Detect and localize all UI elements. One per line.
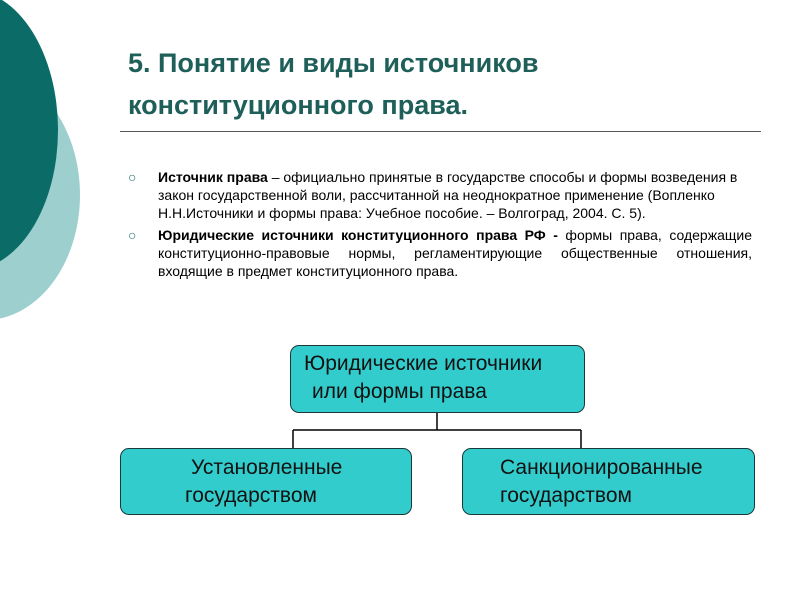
slide-title xyxy=(128,42,768,126)
sanctioned-box-line2: государством xyxy=(500,484,632,507)
established-box-line1: Установленные xyxy=(191,456,343,479)
slide-title-line2: конституционного права. xyxy=(128,90,468,120)
bullet-marker-icon: ○ xyxy=(128,227,137,243)
bullet-term: Юридические источники конституционного права РФ - xyxy=(158,227,558,243)
bullet-term: Источник права xyxy=(158,169,268,185)
title-divider xyxy=(120,131,761,132)
bullet-list xyxy=(128,168,752,284)
slide-title-line1: 5. Понятие и виды источников xyxy=(128,48,539,78)
root-box-line2: или формы права xyxy=(312,380,487,403)
bullet-marker-icon: ○ xyxy=(128,169,137,185)
established-box-line2: государством xyxy=(185,484,317,507)
diagram-root-box xyxy=(290,345,585,413)
diagram-established-box xyxy=(120,448,412,515)
bullet-definition: – официально принятые в государстве способы и формы возведения в закон государственной воли, рассчитанной на неоднократное применение (Вопленко Н.Н.Источники и формы права: Учебное пособие. – Волгоград, 2004. С. 5). xyxy=(158,169,738,221)
decorative-circles xyxy=(0,0,120,360)
bullet-definition: формы права, содержащие конституционно-правовые нормы, регламентирующие общественные отношения, входящие в предмет конституционного права. xyxy=(158,227,752,279)
bullet-item-legal-sources xyxy=(128,226,752,280)
root-box-line1: Юридические источники xyxy=(304,352,543,375)
bullet-item-source-of-law xyxy=(128,168,752,222)
diagram-sanctioned-box xyxy=(462,448,755,515)
sanctioned-box-line1: Санкционированные xyxy=(500,456,703,479)
